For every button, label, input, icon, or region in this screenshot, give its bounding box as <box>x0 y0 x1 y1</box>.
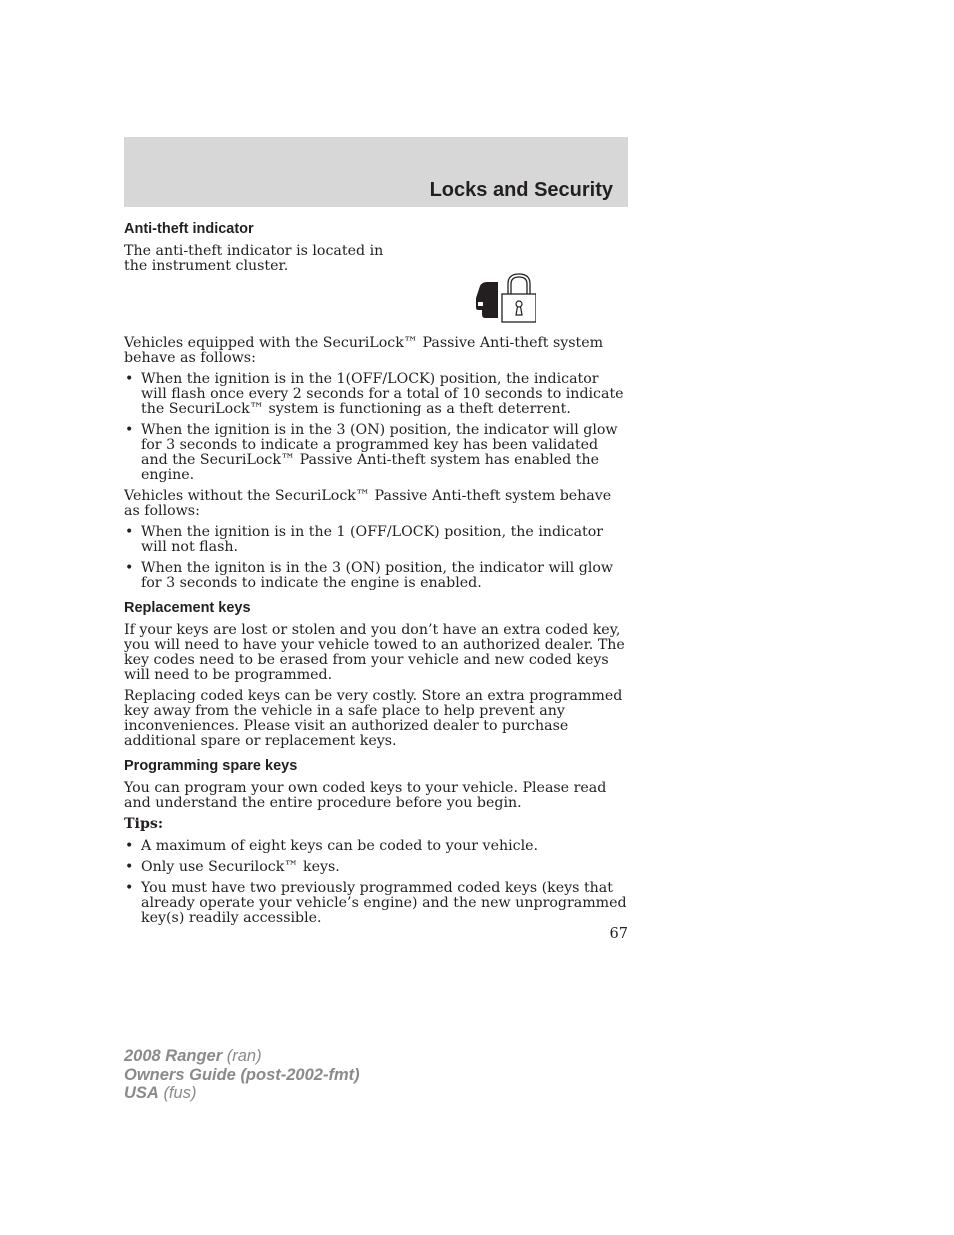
footer-market: USA <box>124 1084 159 1102</box>
footer-market-code: (fus) <box>163 1084 197 1102</box>
list-item: • When the ignition is in the 1 (OFF/LOCK) position, the indicator will not flash. <box>124 525 628 555</box>
anti-theft-lock-icon <box>474 272 536 324</box>
footer-line-3 <box>124 1084 360 1103</box>
list-item: • You must have two previously programmed coded keys (keys that already operate your vehicle’s engine) and the new unprogrammed key(s) readily accessible. <box>124 881 628 926</box>
with-system-text: Vehicles equipped with the SecuriLock™ Passive Anti-theft system behave as follows: <box>124 335 604 366</box>
footer-line-2 <box>124 1066 360 1085</box>
section-title: Locks and Security <box>429 179 613 201</box>
without-system-list <box>124 525 628 591</box>
section-header-band <box>124 137 628 207</box>
list-item: • A maximum of eight keys can be coded to your vehicle. <box>124 839 628 854</box>
anti-theft-intro: The anti-theft indicator is located in the instrument cluster. <box>124 243 384 274</box>
replacement-para-1: If your keys are lost or stolen and you don’t have an extra coded key, you will need to have your vehicle towed to an authorized dealer. The key codes need to be erased from your vehicle and new coded keys will need to be programmed. <box>124 622 625 683</box>
list-item: • Only use Securilock™ keys. <box>124 860 628 875</box>
replacement-keys-heading: Replacement keys <box>124 600 251 616</box>
list-item: • When the ignition is in the 1(OFF/LOCK) position, the indicator will flash once every 2 seconds for a total of 10 seconds to indicate the SecuriLock™ system is functioning as a theft deterrent. <box>124 372 628 417</box>
document-footer <box>124 1047 360 1103</box>
list-item: • When the ignition is in the 3 (ON) position, the indicator will glow for 3 seconds to indicate a programmed key has been validated and the SecuriLock™ Passive Anti-theft system has enabled the engine. <box>124 423 628 483</box>
tips-list <box>124 839 628 926</box>
footer-guide: Owners Guide (post-2002-fmt) <box>124 1065 360 1084</box>
replacement-para-2: Replacing coded keys can be very costly. Store an extra programmed key away from the vehicle in a safe place to help prevent any inconveniences. Please visit an authorized dealer to purchase additional spare or replacement keys. <box>124 688 623 749</box>
programming-para-1: You can program your own coded keys to your vehicle. Please read and understand the entire procedure before you begin. <box>124 780 607 811</box>
page-content <box>124 220 628 932</box>
without-system-text: Vehicles without the SecuriLock™ Passive Anti-theft system behave as follows: <box>124 488 612 519</box>
with-system-list <box>124 372 628 483</box>
tips-label: Tips: <box>124 816 164 832</box>
footer-model-code: (ran) <box>226 1047 262 1065</box>
anti-theft-intro-row <box>124 244 628 328</box>
footer-model: 2008 Ranger <box>124 1047 223 1065</box>
anti-theft-heading: Anti-theft indicator <box>124 221 254 237</box>
programming-heading: Programming spare keys <box>124 758 298 774</box>
page-number: 67 <box>609 926 628 942</box>
list-item: • When the igniton is in the 3 (ON) position, the indicator will glow for 3 seconds to indicate the engine is enabled. <box>124 561 628 591</box>
footer-line-1 <box>124 1047 360 1066</box>
